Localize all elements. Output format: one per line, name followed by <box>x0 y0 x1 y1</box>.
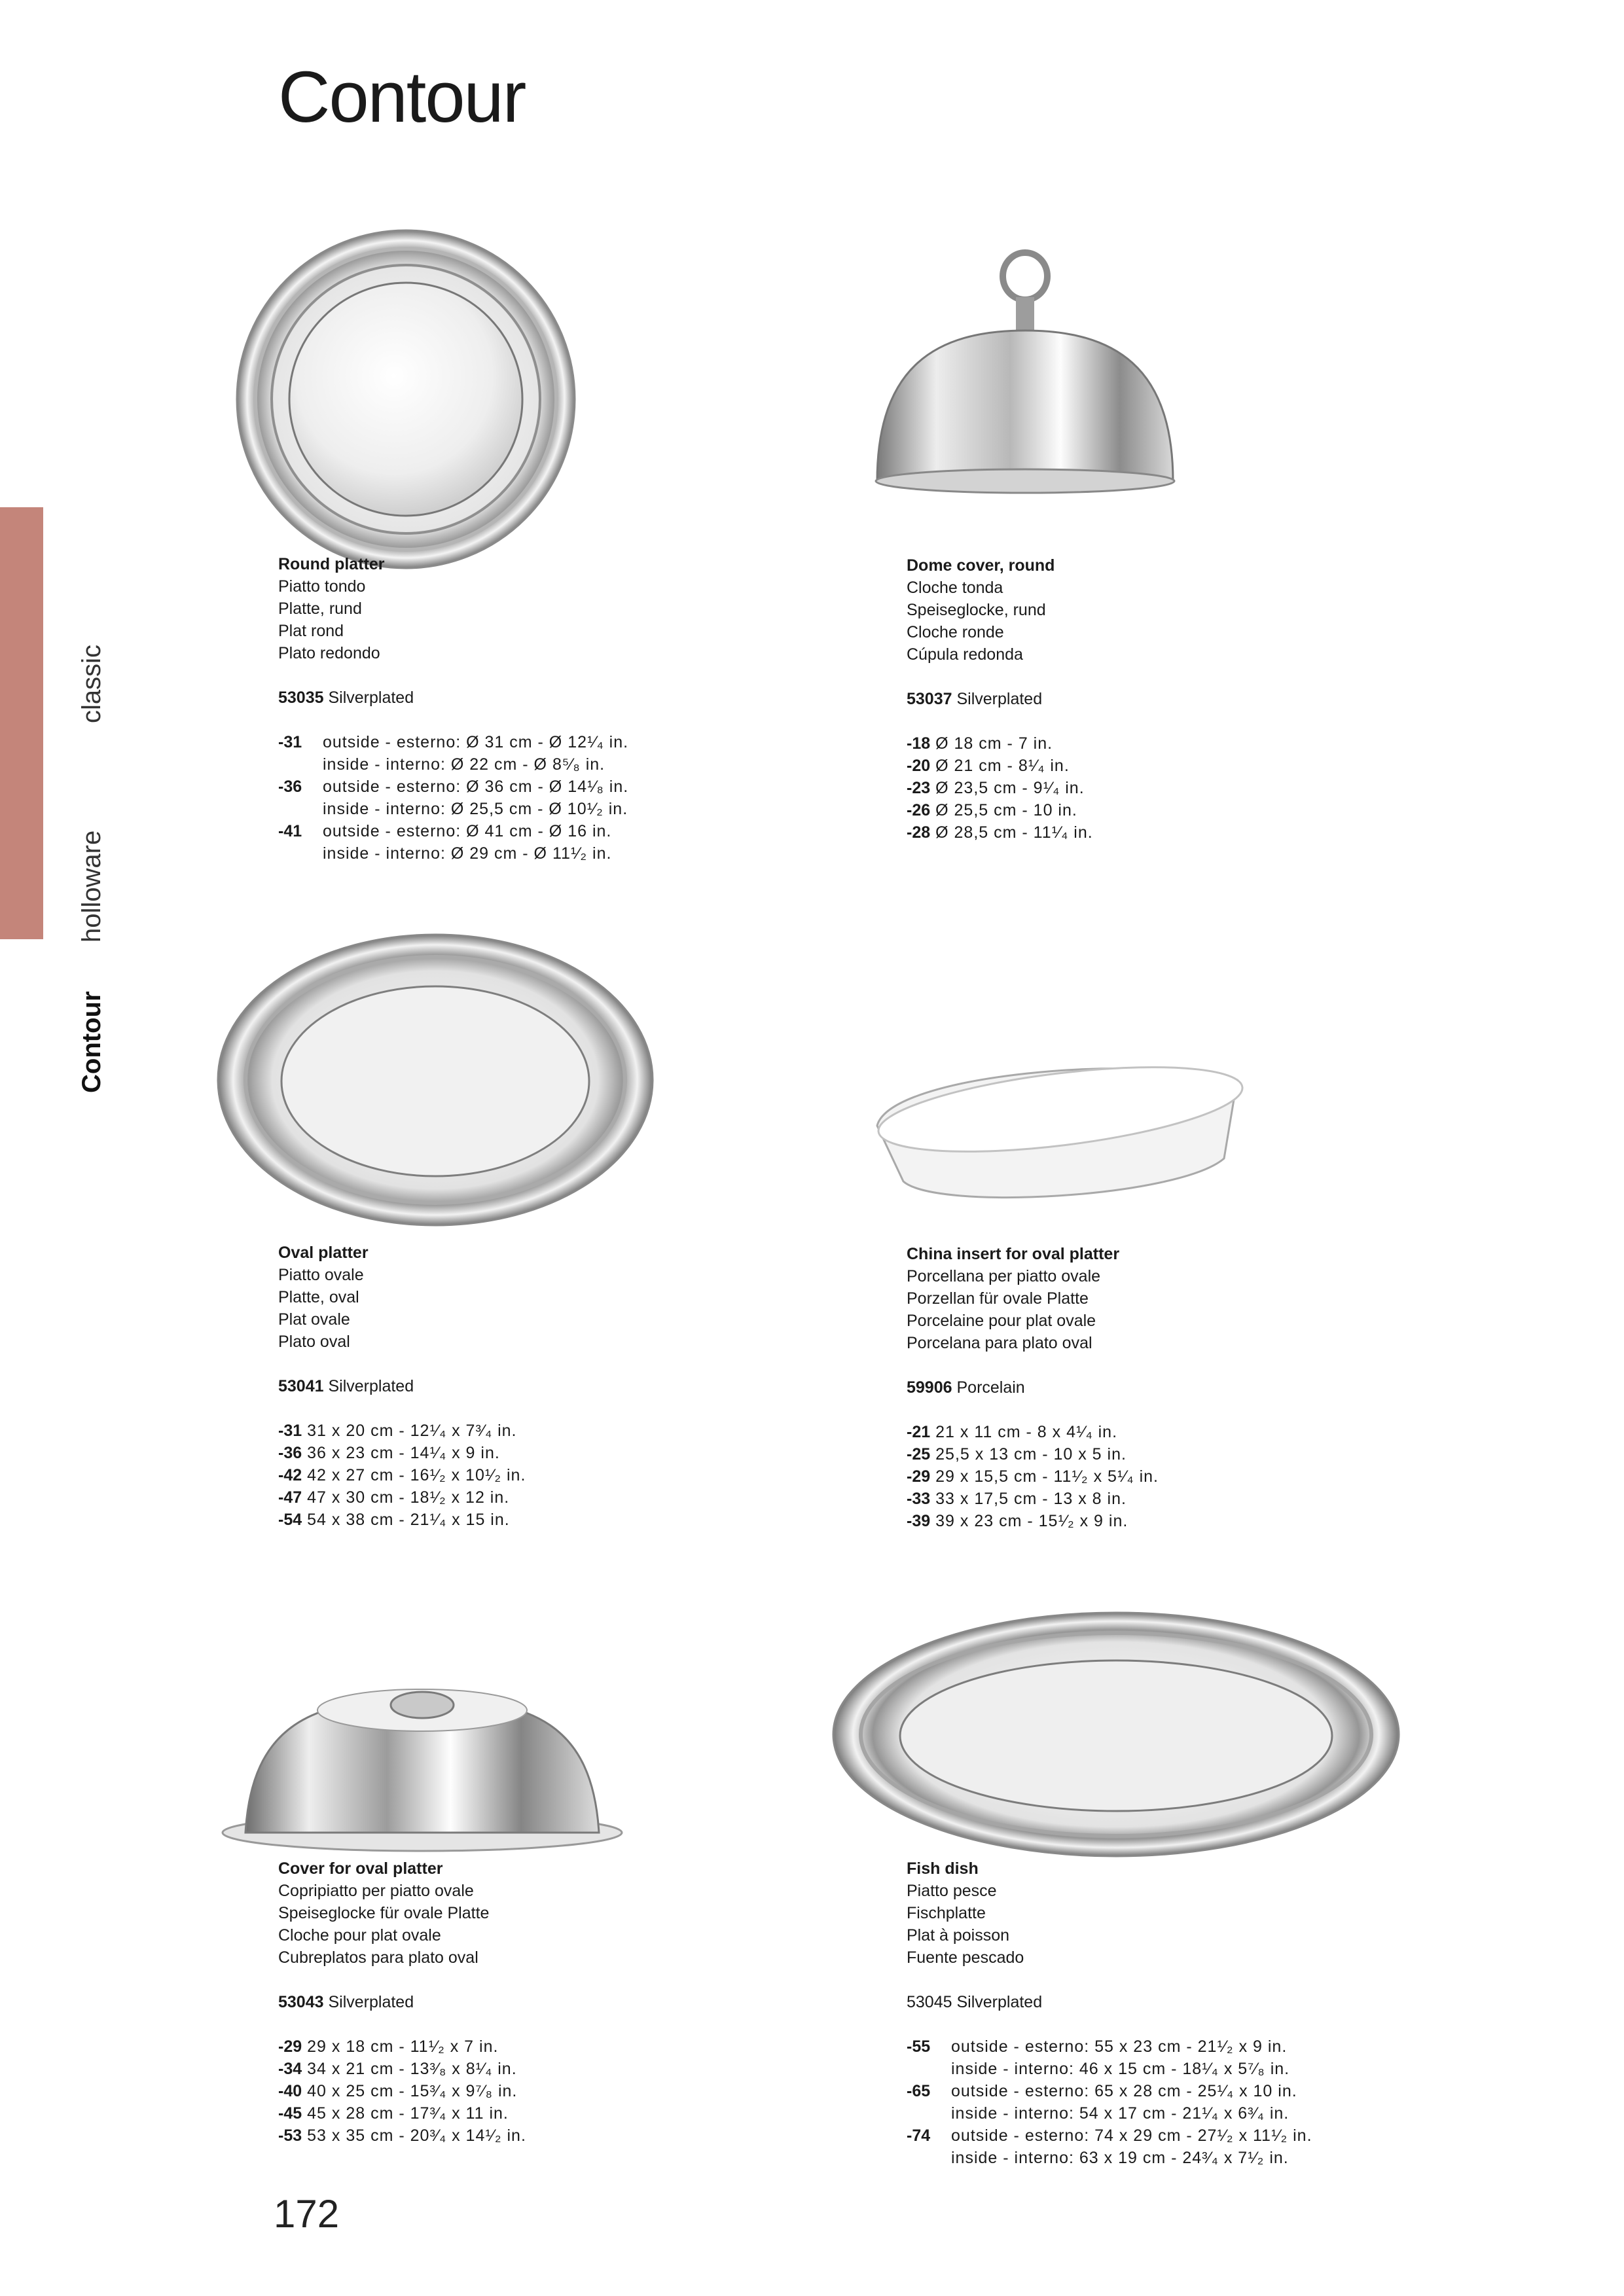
variant-dimensions: 39 x 23 cm - 15¹⁄₂ x 9 in. <box>935 1512 1128 1530</box>
variant-row <box>278 842 628 865</box>
variant-dimensions: 33 x 17,5 cm - 13 x 8 in. <box>935 1490 1127 1508</box>
variant-dimensions: outside - esterno: 74 x 29 cm - 27¹⁄₂ x 11¹⁄₂ in. <box>951 2126 1312 2145</box>
product-sku-line <box>278 1991 526 2013</box>
variant-row <box>278 2058 526 2080</box>
product-name-translation: Plat ovale <box>278 1310 350 1329</box>
product-sku-line <box>278 687 628 709</box>
variant-dimensions: 54 x 38 cm - 21¹⁄₄ x 15 in. <box>307 1511 510 1529</box>
product-material: Silverplated <box>328 1993 414 2011</box>
variant-dimensions: 29 x 15,5 cm - 11¹⁄₂ x 5¹⁄₄ in. <box>935 1467 1159 1486</box>
variant-code: -20 <box>907 757 931 775</box>
product-dome-cover <box>907 554 1093 844</box>
variant-row <box>278 2080 526 2102</box>
product-name-translation: Fischplatte <box>907 1904 986 1922</box>
variant-row <box>278 1464 526 1486</box>
variant-row <box>907 2036 1312 2058</box>
variant-code: -33 <box>907 1490 931 1508</box>
variant-dimensions: 25,5 x 13 cm - 10 x 5 in. <box>935 1445 1127 1463</box>
variant-code: -54 <box>278 1511 302 1529</box>
variant-dimensions: outside - esterno: 55 x 23 cm - 21¹⁄₂ x 9 in. <box>951 2037 1288 2056</box>
variant-dimensions: 34 x 21 cm - 13³⁄₈ x 8¹⁄₄ in. <box>307 2060 517 2078</box>
variant-row <box>278 753 628 776</box>
product-name-translation: Plat à poisson <box>907 1926 1010 1945</box>
product-name-translation: Piatto ovale <box>278 1266 364 1284</box>
variant-code: -29 <box>907 1467 931 1486</box>
product-name-translation: Porzellan für ovale Platte <box>907 1289 1089 1308</box>
round-platter-image <box>232 226 579 573</box>
variant-code: -28 <box>907 823 931 842</box>
variant-row <box>907 1443 1159 1465</box>
product-name: Cover for oval platter <box>278 1859 443 1878</box>
fish-dish-image <box>828 1607 1404 1862</box>
variant-code: -74 <box>907 2126 931 2145</box>
variant-code: -40 <box>278 2082 302 2100</box>
variant-row <box>278 2125 526 2147</box>
variant-row <box>907 2147 1312 2169</box>
variant-row <box>278 1509 526 1531</box>
product-name: Dome cover, round <box>907 556 1055 575</box>
variant-row <box>907 777 1093 799</box>
product-name-translation: Platte, oval <box>278 1288 359 1306</box>
oval-cover-image <box>219 1666 625 1856</box>
variant-code: -26 <box>907 801 931 819</box>
variant-code: -31 <box>278 733 302 751</box>
variant-code: -21 <box>907 1423 931 1441</box>
variant-row <box>907 2058 1312 2080</box>
variant-dimensions: outside - esterno: Ø 36 cm - Ø 14¹⁄₈ in. <box>323 778 629 796</box>
product-sku: 53035 <box>278 689 324 707</box>
variant-row <box>907 799 1093 821</box>
page-number: 172 <box>274 2192 340 2236</box>
variant-row <box>278 2102 526 2125</box>
product-name-translation: Copripiatto per piatto ovale <box>278 1882 474 1900</box>
china-insert-image <box>871 1054 1250 1204</box>
product-name-translation: Plato redondo <box>278 644 380 662</box>
product-name-translation: Plato oval <box>278 1333 350 1351</box>
variant-dimensions: 31 x 20 cm - 12¹⁄₄ x 7³⁄₄ in. <box>307 1422 517 1440</box>
variant-code: -18 <box>907 734 931 753</box>
variant-code: -34 <box>278 2060 302 2078</box>
variant-row <box>907 1421 1159 1443</box>
variant-code: -25 <box>907 1445 931 1463</box>
product-sku-line <box>278 1375 526 1397</box>
variant-dimensions: Ø 25,5 cm - 10 in. <box>935 801 1077 819</box>
variant-dimensions: 53 x 35 cm - 20³⁄₄ x 14¹⁄₂ in. <box>307 2126 526 2145</box>
variant-code: -45 <box>278 2104 302 2123</box>
variant-dimensions: outside - esterno: Ø 31 cm - Ø 12¹⁄₄ in. <box>323 733 629 751</box>
product-oval-cover <box>278 1857 526 2147</box>
variant-row <box>278 798 628 820</box>
product-sku: 53045 <box>907 1993 952 2011</box>
product-name: Round platter <box>278 555 385 573</box>
side-tab <box>0 507 43 939</box>
product-material: Silverplated <box>328 689 414 707</box>
variant-row <box>278 1486 526 1509</box>
product-sku: 53041 <box>278 1377 324 1395</box>
product-material: Porcelain <box>956 1378 1025 1397</box>
variant-code: -65 <box>907 2082 931 2100</box>
product-name-translation: Speiseglocke für ovale Platte <box>278 1904 490 1922</box>
product-name: Oval platter <box>278 1244 369 1262</box>
product-oval-platter <box>278 1242 526 1531</box>
variant-code: -47 <box>278 1488 302 1507</box>
product-sku-line <box>907 688 1093 710</box>
variant-code: -53 <box>278 2126 302 2145</box>
product-sku-line <box>907 1991 1312 2013</box>
variant-dimensions: Ø 28,5 cm - 11¹⁄₄ in. <box>935 823 1093 842</box>
product-name-translation: Fuente pescado <box>907 1948 1024 1967</box>
variant-code: -23 <box>907 779 931 797</box>
product-sku-line <box>907 1376 1159 1399</box>
side-label-category: holloware <box>77 830 106 942</box>
variant-row <box>907 732 1093 755</box>
variant-dimensions: 29 x 18 cm - 11¹⁄₂ x 7 in. <box>307 2037 499 2056</box>
variant-dimensions: inside - interno: Ø 25,5 cm - Ø 10¹⁄₂ in. <box>323 800 628 818</box>
variant-dimensions: 40 x 25 cm - 15³⁄₄ x 9⁷⁄₈ in. <box>307 2082 518 2100</box>
variant-row <box>907 1510 1159 1532</box>
variant-row <box>278 776 628 798</box>
variant-code: -29 <box>278 2037 302 2056</box>
side-label-style: classic <box>77 644 106 723</box>
oval-platter-image <box>213 929 658 1230</box>
variant-dimensions: inside - interno: 63 x 19 cm - 24³⁄₄ x 7¹⁄₂ in. <box>951 2149 1289 2167</box>
variant-dimensions: Ø 23,5 cm - 9¹⁄₄ in. <box>935 779 1085 797</box>
variant-row <box>278 1442 526 1464</box>
product-name-translation: Cloche tonda <box>907 579 1003 597</box>
product-name-translation: Cúpula redonda <box>907 645 1023 664</box>
product-name: Fish dish <box>907 1859 979 1878</box>
page-title: Contour <box>278 57 526 137</box>
variant-dimensions: outside - esterno: 65 x 28 cm - 25¹⁄₄ x 10 in. <box>951 2082 1297 2100</box>
product-china-insert <box>907 1243 1159 1532</box>
variant-dimensions: outside - esterno: Ø 41 cm - Ø 16 in. <box>323 822 612 840</box>
product-name-translation: Porcelana para plato oval <box>907 1334 1092 1352</box>
variant-dimensions: Ø 21 cm - 8¹⁄₄ in. <box>935 757 1070 775</box>
variant-row <box>278 2036 526 2058</box>
product-name-translation: Plat rond <box>278 622 344 640</box>
variant-row <box>907 2080 1312 2102</box>
variant-code: -31 <box>278 1422 302 1440</box>
variant-row <box>907 2102 1312 2125</box>
variant-code: -41 <box>278 822 302 840</box>
variant-row <box>278 820 628 842</box>
product-round-platter <box>278 553 628 865</box>
product-name-translation: Porcelaine pour plat ovale <box>907 1312 1096 1330</box>
product-sku: 53043 <box>278 1993 324 2011</box>
variant-row <box>907 1465 1159 1488</box>
variant-dimensions: inside - interno: Ø 29 cm - Ø 11¹⁄₂ in. <box>323 844 612 863</box>
product-sku: 59906 <box>907 1378 952 1397</box>
product-sku: 53037 <box>907 690 952 708</box>
variant-code: -36 <box>278 778 302 796</box>
variant-row <box>907 821 1093 844</box>
dome-cover-image <box>871 249 1198 511</box>
variant-row <box>907 2125 1312 2147</box>
variant-dimensions: Ø 18 cm - 7 in. <box>935 734 1053 753</box>
variant-dimensions: 45 x 28 cm - 17³⁄₄ x 11 in. <box>307 2104 509 2123</box>
variant-row <box>278 1420 526 1442</box>
variant-dimensions: inside - interno: 54 x 17 cm - 21¹⁄₄ x 6³⁄₄ in. <box>951 2104 1290 2123</box>
product-name-translation: Platte, rund <box>278 600 362 618</box>
product-name-translation: Cubreplatos para plato oval <box>278 1948 478 1967</box>
variant-row <box>907 755 1093 777</box>
variant-dimensions: inside - interno: Ø 22 cm - Ø 8⁵⁄₈ in. <box>323 755 605 774</box>
product-name-translation: Piatto tondo <box>278 577 366 596</box>
product-name-translation: Porcellana per piatto ovale <box>907 1267 1101 1285</box>
variant-dimensions: 21 x 11 cm - 8 x 4¹⁄₄ in. <box>935 1423 1118 1441</box>
variant-dimensions: inside - interno: 46 x 15 cm - 18¹⁄₄ x 5⁷⁄₈ in. <box>951 2060 1290 2078</box>
variant-row <box>907 1488 1159 1510</box>
variant-code: -39 <box>907 1512 931 1530</box>
side-label-section: Contour <box>77 991 106 1093</box>
variant-row <box>278 731 628 753</box>
variant-code: -42 <box>278 1466 302 1484</box>
variant-dimensions: 36 x 23 cm - 14¹⁄₄ x 9 in. <box>307 1444 500 1462</box>
variant-code: -36 <box>278 1444 302 1462</box>
product-name-translation: Speiseglocke, rund <box>907 601 1046 619</box>
product-name: China insert for oval platter <box>907 1245 1120 1263</box>
product-material: Silverplated <box>328 1377 414 1395</box>
product-name-translation: Cloche ronde <box>907 623 1004 641</box>
product-fish-dish <box>907 1857 1312 2169</box>
variant-dimensions: 47 x 30 cm - 18¹⁄₂ x 12 in. <box>307 1488 510 1507</box>
product-material: Silverplated <box>956 1993 1043 2011</box>
product-name-translation: Piatto pesce <box>907 1882 997 1900</box>
variant-dimensions: 42 x 27 cm - 16¹⁄₂ x 10¹⁄₂ in. <box>307 1466 526 1484</box>
variant-code: -55 <box>907 2037 931 2056</box>
product-name-translation: Cloche pour plat ovale <box>278 1926 441 1945</box>
product-material: Silverplated <box>956 690 1043 708</box>
